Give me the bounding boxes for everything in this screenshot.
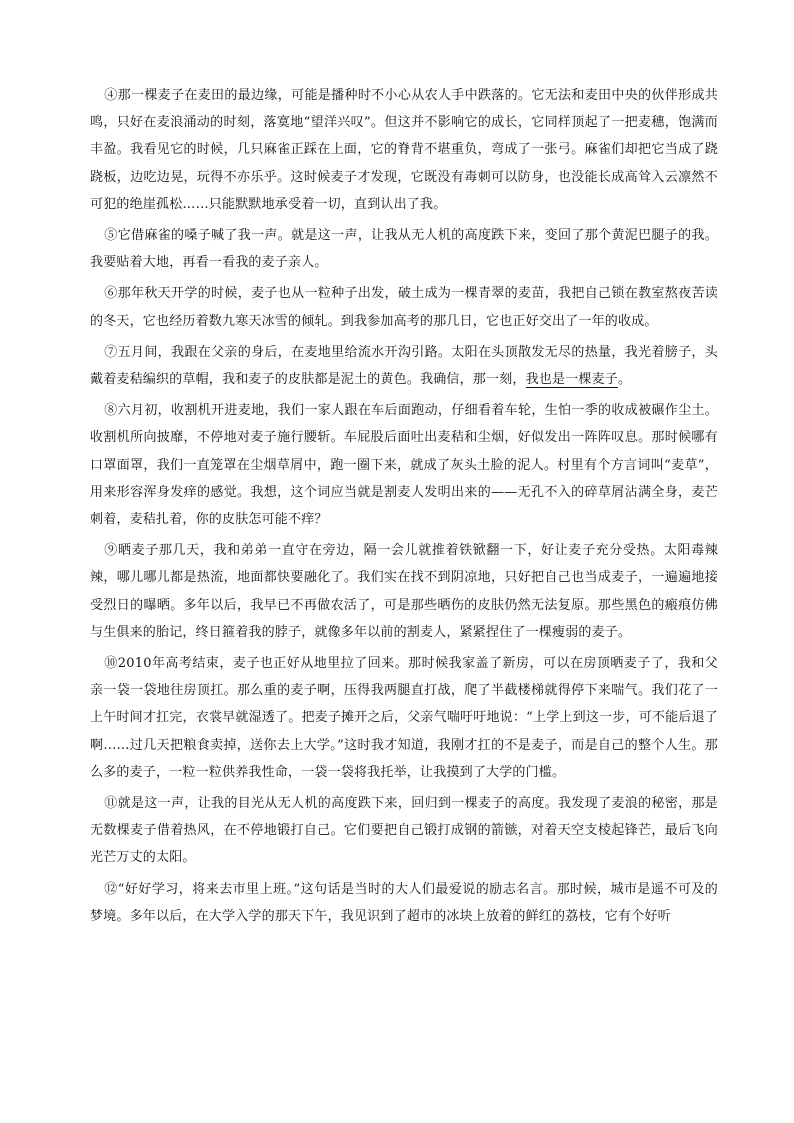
paragraph-8: ⑧六月初，收割机开进麦地，我们一家人跟在车后面跑动，仔细看着车轮，生怕一季的收成被碾作尘土。收割机所向披靡，不停地对麦子施行腰斩。车屁股后面吐出麦秸和尘烟，好似发出一阵阵叹息。那时候哪有口罩面罩，我们一直笼罩在尘烟草屑中，跑一圈下来，就成了灰头土脸的泥人。村里有个方言词叫“麦草”，用来形容浑身发痒的感觉。我想，这个词应当就是割麦人发明出来的——无孔不入的碎草屑沾满全身，麦芒刺着，麦秸扎着，你的皮肤怎可能不痒？ — [90, 403, 718, 528]
paragraph-9: ⑨晒麦子那几天，我和弟弟一直守在旁边，隔一会儿就推着铁锨翻一下，好让麦子充分受热。太阳毒辣辣，哪儿哪儿都是热流，地面都快要融化了。我们实在找不到阴凉地，只好把自己也当成麦子，一遍遍地接受烈日的曝晒。多年以后，我早已不再做农活了，可是那些晒伤的皮肤仍然无法复原。那些黑色的瘢痕仿佛与生俱来的胎记，终日箍着我的脖子，就像多年以前的割麦人，紧紧捏住了一棵瘦弱的麦子。 — [90, 543, 718, 640]
underlined-sentence: 我也是一棵麦子 — [525, 372, 619, 388]
paragraph-7-text: ⑦五月间，我跟在父亲的身后，在麦地里给流水开沟引路。太阳在头顶散发无尽的热量，我光着膀子，头戴着麦秸编织的草帽，我和麦子的皮肤都是泥土的黄色。我确信，那一刻， — [90, 344, 718, 388]
paragraph-10: ⑩2010年高考结束，麦子也正好从地里拉了回来。那时候我家盖了新房，可以在房顶晒麦子了，我和父亲一袋一袋地往房顶扛。那么重的麦子啊，压得我两腿直打战，爬了半截楼梯就得停下来喘气。我们花了一上午时间才扛完，衣裳早就湿透了。把麦子摊开之后，父亲气喘吁吁地说：“上学上到这一步，可不能后退了啊……过几天把粮食卖掉，送你去上大学。”这时我才知道，我刚才扛的不是麦子，而是自己的整个人生。那么多的麦子，一粒一粒供养我性命，一袋一袋将我托举，让我摸到了大学的门槛。 — [90, 656, 718, 780]
paragraph-11: ⑪就是这一声，让我的目光从无人机的高度跌下来，回归到一棵麦子的高度。我发现了麦浪的秘密，那是无数棵麦子借着热风，在不停地锻打自己。它们要把自己锻打成钢的箭镞，对着天空支棱起锋芒，最后飞向光芒万丈的太阳。 — [90, 796, 718, 866]
paragraph-12: ⑫“好好学习，将来去市里上班。”这句话是当时的大人们最爱说的励志名言。那时候，城市是遥不可及的梦境。多年以后，在大学入学的那天下午，我见识到了超市的冰块上放着的鲜红的荔枝，它有个好听 — [90, 881, 718, 924]
article-body — [90, 82, 718, 934]
paragraph-6: ⑥那年秋天开学的时候，麦子也从一粒种子出发，破土成为一棵青翠的麦苗，我把自己锁在教室熬夜苦读的冬天，它也经历着数九寒天冰雪的倾轧。到我参加高考的那几日，它也正好交出了一年的收成。 — [90, 286, 718, 329]
paragraph-7-tail: 。 — [618, 372, 632, 388]
paragraph-5: ⑤它借麻雀的嗓子喊了我一声。就是这一声，让我从无人机的高度跌下来，变回了那个黄泥巴腿子的我。我要贴着大地，再看一看我的麦子亲人。 — [90, 228, 718, 271]
paragraph-4: ④那一棵麦子在麦田的最边缘，可能是播种时不小心从农人手中跌落的。它无法和麦田中央的伙伴形成共鸣，只好在麦浪涌动的时刻，落寞地“望洋兴叹”。但这并不影响它的成长，它同样顶起了一把麦穗，饱满而丰盈。我看见它的时候，几只麻雀正踩在上面，它的脊背不堪重负，弯成了一张弓。麻雀们却把它当成了跷跷板，边吃边晃，玩得不亦乐乎。这时候麦子才发现，它既没有毒刺可以防身，也没能长成高耸入云凛然不可犯的绝崖孤松……只能默默地承受着一切，直到认出了我。 — [90, 88, 718, 212]
paragraph-7 — [90, 339, 718, 393]
